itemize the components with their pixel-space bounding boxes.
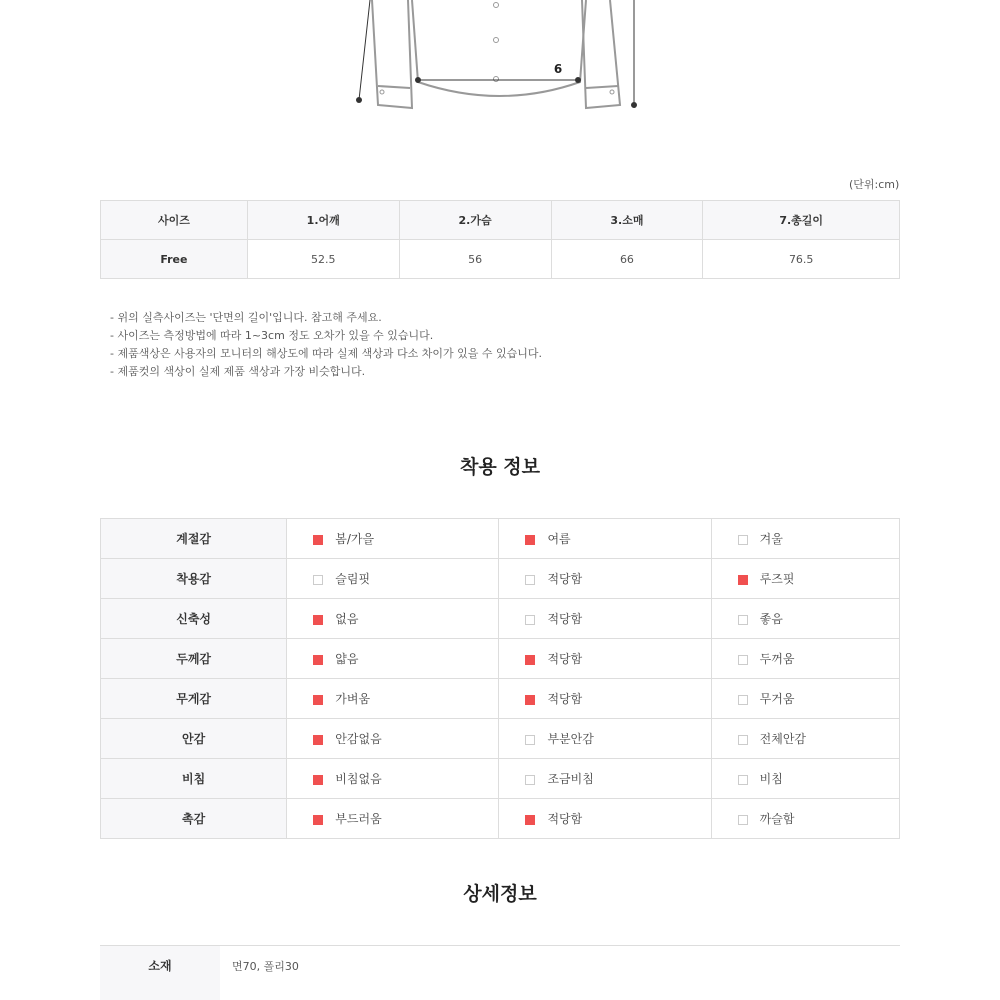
wear-option-label: 슬림핏 (335, 572, 371, 586)
wear-row (101, 719, 900, 759)
checked-box-icon (525, 695, 535, 705)
size-cell: 56 (399, 240, 551, 279)
note-item: - 제품컷의 색상이 실제 제품 색상과 가장 비슷합니다. (110, 365, 366, 378)
checked-box-icon (525, 815, 535, 825)
size-table-row (101, 240, 900, 279)
checked-box-icon (313, 655, 323, 665)
note-item: - 제품색상은 사용자의 모니터의 해상도에 따라 실제 색상과 다소 차이가 있을 수 있습니다. (110, 347, 542, 360)
checked-box-icon (313, 775, 323, 785)
button-icon (610, 90, 614, 94)
wear-row (101, 599, 900, 639)
wear-option-label: 비침없음 (335, 772, 382, 786)
wear-option-label: 두꺼움 (759, 652, 795, 666)
unchecked-box-icon (525, 615, 535, 625)
size-cell: 66 (551, 240, 703, 279)
size-header-cell: 1.어깨 (247, 201, 399, 240)
wear-option-label: 적당함 (547, 812, 583, 826)
unchecked-box-icon (738, 535, 748, 545)
wear-option (499, 799, 711, 839)
wear-option (711, 679, 899, 719)
size-header-cell: 2.가슴 (399, 201, 551, 240)
wear-option (499, 639, 711, 679)
wear-option-label: 전체안감 (759, 732, 807, 746)
checked-box-icon (313, 815, 323, 825)
wear-option-label: 비침 (759, 772, 783, 786)
wear-row (101, 799, 900, 839)
wear-category: 착용감 (101, 559, 287, 599)
size-cell: 52.5 (247, 240, 399, 279)
wear-option (499, 759, 711, 799)
wear-option (287, 719, 499, 759)
checked-box-icon (313, 615, 323, 625)
button-icon (494, 38, 499, 43)
size-table-header (101, 201, 900, 240)
wear-option-label: 적당함 (547, 572, 583, 586)
unchecked-box-icon (738, 695, 748, 705)
note-item: - 위의 실측사이즈는 '단면의 길이'입니다. 참고해 주세요. (110, 311, 382, 324)
wear-row (101, 519, 900, 559)
unchecked-box-icon (738, 615, 748, 625)
wear-category: 신축성 (101, 599, 287, 639)
shirt-measurement-diagram (0, 0, 1000, 120)
unchecked-box-icon (525, 775, 535, 785)
wear-option (287, 559, 499, 599)
wear-option (711, 639, 899, 679)
wear-category: 두께감 (101, 639, 287, 679)
note-item: - 사이즈는 측정방법에 따라 1~3cm 정도 오차가 있을 수 있습니다. (110, 329, 434, 342)
wear-option (711, 599, 899, 639)
wear-info-table (100, 518, 900, 839)
wear-category: 안감 (101, 719, 287, 759)
wear-option-label: 까슬함 (759, 812, 795, 826)
wear-option (287, 759, 499, 799)
size-notes (110, 309, 542, 381)
wear-option-label: 가벼움 (335, 692, 371, 706)
checked-box-icon (525, 535, 535, 545)
wear-row (101, 559, 900, 599)
detail-divider (100, 945, 900, 946)
unit-label: (단위:cm) (849, 178, 900, 191)
size-cell: 76.5 (703, 240, 900, 279)
checked-box-icon (525, 655, 535, 665)
wear-option (499, 599, 711, 639)
wear-option (711, 759, 899, 799)
wear-option (711, 559, 899, 599)
wear-info-title: 착용 정보 (459, 456, 541, 478)
wear-option-label: 조금비침 (547, 772, 594, 786)
wear-option (711, 719, 899, 759)
measure-label: 6 (553, 62, 563, 76)
material-value: 면70, 폴리30 (232, 960, 299, 973)
unchecked-box-icon (525, 575, 535, 585)
sleeve-measure-line (359, 0, 370, 100)
wear-option-label: 봄/가을 (335, 532, 375, 546)
size-header-cell: 사이즈 (101, 201, 248, 240)
unchecked-box-icon (738, 815, 748, 825)
wear-category: 무게감 (101, 679, 287, 719)
unchecked-box-icon (738, 775, 748, 785)
wear-row (101, 679, 900, 719)
wear-option (499, 679, 711, 719)
wear-option (499, 519, 711, 559)
wear-option (499, 559, 711, 599)
wear-option-label: 적당함 (547, 612, 583, 626)
wear-option-label: 없음 (335, 612, 359, 626)
unchecked-box-icon (313, 575, 323, 585)
wear-option-label: 루즈핏 (759, 572, 795, 586)
wear-option (711, 799, 899, 839)
size-row-label: Free (101, 240, 248, 279)
wear-category: 비침 (101, 759, 287, 799)
wear-option (287, 519, 499, 559)
button-icon (494, 77, 499, 82)
wear-option (711, 519, 899, 559)
detail-info-title: 상세정보 (463, 883, 537, 905)
checked-box-icon (313, 695, 323, 705)
wear-option-label: 부드러움 (335, 812, 382, 826)
wear-option-label: 좋음 (759, 612, 783, 626)
wear-row (101, 639, 900, 679)
wear-option-label: 얇음 (335, 652, 359, 666)
button-icon (494, 3, 499, 8)
wear-option (499, 719, 711, 759)
button-icon (380, 90, 384, 94)
checked-box-icon (738, 575, 748, 585)
wear-category: 촉감 (101, 799, 287, 839)
unchecked-box-icon (525, 735, 535, 745)
unchecked-box-icon (738, 735, 748, 745)
material-label: 소재 (100, 946, 220, 1000)
unchecked-box-icon (738, 655, 748, 665)
size-header-cell: 3.소매 (551, 201, 703, 240)
size-header-cell: 7.총길이 (703, 201, 900, 240)
wear-option (287, 639, 499, 679)
wear-option (287, 599, 499, 639)
size-table (100, 200, 900, 279)
shirt-body (412, 0, 586, 96)
wear-option (287, 799, 499, 839)
wear-option-label: 안감없음 (335, 732, 382, 746)
checked-box-icon (313, 735, 323, 745)
left-sleeve (372, 0, 412, 108)
wear-row (101, 759, 900, 799)
wear-option-label: 여름 (547, 532, 571, 546)
wear-option (287, 679, 499, 719)
wear-option-label: 겨울 (759, 532, 783, 546)
wear-option-label: 적당함 (547, 652, 583, 666)
wear-category: 계절감 (101, 519, 287, 559)
wear-option-label: 부분안감 (547, 732, 594, 746)
wear-option-label: 적당함 (547, 692, 583, 706)
wear-option-label: 무거움 (759, 692, 795, 706)
checked-box-icon (313, 535, 323, 545)
